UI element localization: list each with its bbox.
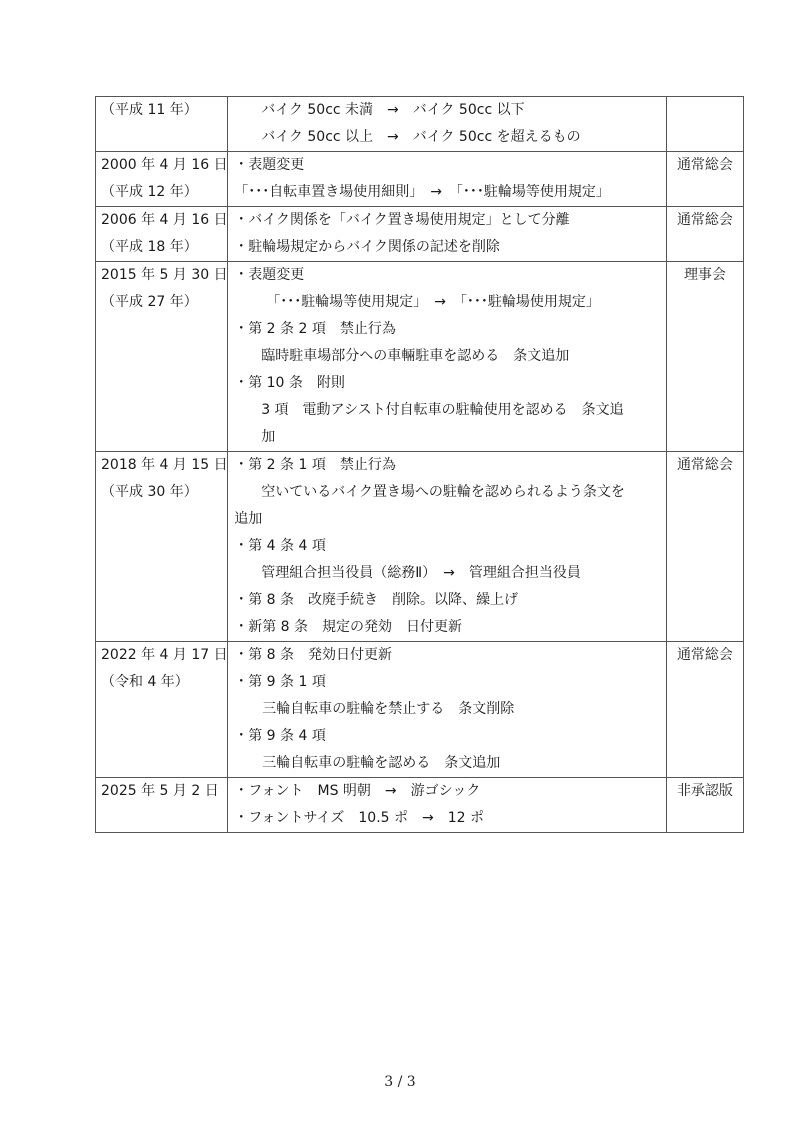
content-cell xyxy=(228,152,667,207)
content-line: ・第 9 条 1 項 xyxy=(234,674,326,690)
content-line: バイク 50cc 未満 → バイク 50cc 以下 xyxy=(261,102,525,118)
content-cell xyxy=(228,778,667,833)
approving-body-cell xyxy=(666,152,743,207)
approving-body-cell xyxy=(666,262,743,452)
content-line: ・第 9 条 4 項 xyxy=(234,728,326,744)
content-cell xyxy=(228,207,667,262)
approving-body-label: 通常総会 xyxy=(676,647,733,663)
content-line: 管理組合担当役員（総務Ⅱ） → 管理組合担当役員 xyxy=(261,565,581,581)
approving-body-label xyxy=(667,97,743,124)
table-row xyxy=(96,152,744,207)
content-cell xyxy=(228,452,667,642)
table-row xyxy=(96,452,744,642)
content-line: 追加 xyxy=(234,511,263,527)
date-line: 2015 年 5 月 30 日 xyxy=(101,267,228,283)
approving-body-label: 理事会 xyxy=(683,267,726,283)
table-row xyxy=(96,778,744,833)
date-line: （平成 11 年） xyxy=(101,102,198,118)
era-line: （平成 18 年） xyxy=(101,239,198,255)
date-line: 2000 年 4 月 16 日 xyxy=(101,157,228,173)
approving-body-cell xyxy=(666,97,743,152)
date-cell xyxy=(96,97,228,152)
date-line: 2022 年 4 月 17 日 xyxy=(101,647,228,663)
approving-body-cell xyxy=(666,207,743,262)
content-line: ・第 8 条 発効日付更新 xyxy=(234,647,393,663)
content-line: バイク 50cc 以上 → バイク 50cc を超えるもの xyxy=(261,129,581,145)
revision-history-table xyxy=(95,96,744,833)
approving-body-cell xyxy=(666,778,743,833)
content-line: ・第 8 条 改廃手続き 削除。以降、繰上げ xyxy=(234,592,519,608)
era-line: （平成 27 年） xyxy=(101,294,198,310)
content-line: ・フォントサイズ 10.5 ポ → 12 ポ xyxy=(234,810,484,826)
approving-body-label: 通常総会 xyxy=(676,457,733,473)
date-cell xyxy=(96,642,228,778)
content-line: ・第 10 条 附則 xyxy=(234,375,345,391)
content-line: ・バイク関係を「バイク置き場使用規定」として分離 xyxy=(234,212,570,228)
date-line: 2025 年 5 月 2 日 xyxy=(101,783,219,799)
content-cell xyxy=(228,642,667,778)
table-row xyxy=(96,207,744,262)
content-line: ・第 2 条 2 項 禁止行為 xyxy=(234,321,396,337)
date-cell xyxy=(96,207,228,262)
era-line: （令和 4 年） xyxy=(101,674,189,690)
content-line: 「･･･駐輪場等使用規定」 → 「･･･駐輪場使用規定」 xyxy=(266,294,600,310)
date-cell xyxy=(96,452,228,642)
content-line: ・フォント MS 明朝 → 游ゴシック xyxy=(234,783,481,799)
content-line: ・第 2 条 1 項 禁止行為 xyxy=(234,457,396,473)
content-line: ・駐輪場規定からバイク関係の記述を削除 xyxy=(234,239,500,255)
era-line: （平成 12 年） xyxy=(101,184,198,200)
era-line: （平成 30 年） xyxy=(101,484,198,500)
date-cell xyxy=(96,778,228,833)
approving-body-label: 通常総会 xyxy=(676,157,733,173)
content-line: 加 xyxy=(261,429,276,445)
table-row xyxy=(96,262,744,452)
content-cell xyxy=(228,97,667,152)
content-line: 臨時駐車場部分への車輛駐車を認める 条文追加 xyxy=(261,348,570,364)
content-line: ・表題変更 xyxy=(234,157,305,173)
content-cell xyxy=(228,262,667,452)
content-line: 3 項 電動アシスト付自転車の駐輪使用を認める 条文追 xyxy=(261,402,624,418)
approving-body-cell xyxy=(666,452,743,642)
date-line: 2018 年 4 月 15 日 xyxy=(101,457,228,473)
date-cell xyxy=(96,262,228,452)
table-row xyxy=(96,97,744,152)
approving-body-cell xyxy=(666,642,743,778)
content-line: ・第 4 条 4 項 xyxy=(234,538,326,554)
approving-body-label: 通常総会 xyxy=(676,212,733,228)
page-number: 3 / 3 xyxy=(384,1074,416,1090)
content-line: ・新第 8 条 規定の発効 日付更新 xyxy=(234,619,463,635)
content-line: 空いているバイク置き場への駐輪を認められるよう条文を xyxy=(261,484,625,500)
content-line: 「･･･自転車置き場使用細則」 → 「･･･駐輪場等使用規定」 xyxy=(234,184,610,200)
content-line: 三輪自転車の駐輪を認める 条文追加 xyxy=(262,755,501,771)
date-cell xyxy=(96,152,228,207)
content-line: 三輪自転車の駐輪を禁止する 条文削除 xyxy=(262,701,515,717)
approving-body-label: 非承認版 xyxy=(676,783,733,799)
content-line: ・表題変更 xyxy=(234,267,305,283)
table-row xyxy=(96,642,744,778)
date-line: 2006 年 4 月 16 日 xyxy=(101,212,228,228)
